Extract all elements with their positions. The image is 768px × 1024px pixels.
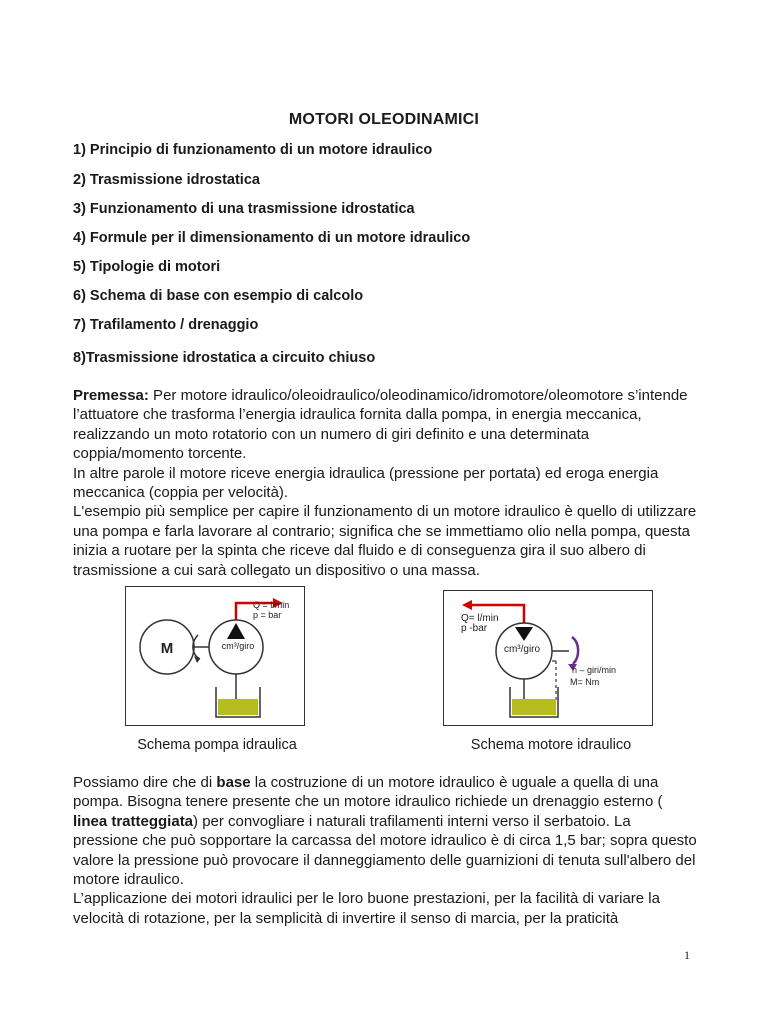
- toc-item: 4) Formule per il dimensionamento di un motore idraulico: [73, 230, 471, 246]
- toc-item: 7) Trafilamento / drenaggio: [73, 317, 259, 333]
- toc-item: 1) Principio di funzionamento di un motore idraulico: [73, 142, 433, 158]
- pressure-label: p = bar: [253, 610, 282, 620]
- motor-figure-caption: Schema motore idraulico: [470, 737, 632, 753]
- text-run: la costruzione di un motore idraulico è uguale a quella di una pompa. Bisogna tenere presente che un motore idraulico richiede un drenaggio esterno (: [73, 774, 663, 811]
- pump-displacement-label: cm³/giro: [221, 641, 255, 651]
- flow-label: Q = l/min: [253, 600, 290, 610]
- speed-label: n – giri/min: [572, 665, 617, 675]
- motor-schema-figure: [443, 590, 653, 726]
- page-title: MOTORI OLEODINAMICI: [288, 111, 480, 128]
- oil-tank-icon: [512, 699, 556, 715]
- page-number: 1: [684, 948, 690, 962]
- pump-figure-caption: Schema pompa idraulica: [137, 737, 297, 753]
- toc-item: 3) Funzionamento di una trasmissione idrostatica: [73, 201, 415, 217]
- pressure-label: p -bar: [461, 623, 488, 634]
- torque-label: M= Nm: [570, 677, 600, 687]
- premessa-paragraph: [73, 386, 697, 464]
- premessa-label: Premessa:: [73, 387, 149, 404]
- motor-label: M: [160, 640, 174, 657]
- paragraph: [73, 773, 697, 889]
- oil-tank-icon: [218, 699, 258, 715]
- text-run: ) per convogliare i naturali trafilamenti interni verso il serbatoio. La pressione che può sopportare la carcassa del motore idraulico è di circa 1,5 bar; sopra questo valore la pressione può provocare il danneggiamento delle guarnizioni di tenuta sull'albero del motore idraulico.: [73, 812, 697, 889]
- paragraph: L’applicazione dei motori idraulici per le loro buone prestazioni, per la facilità di variare la velocità di rotazione, per la semplicità di invertire il senso di marcia, per la praticità: [73, 890, 660, 927]
- paragraph: L'esempio più semplice per capire il funzionamento di un motore idraulico è quello di utilizzare una pompa e farla lavorare al contrario; significa che se immettiamo olio nella pompa, questa inizia a ruotare per la spinta che riceve dal fluido e di conseguenza gira il suo albero di trasmissione a cui sarà collegato un dispositivo o una massa.: [73, 503, 697, 579]
- bold-term: base: [216, 774, 251, 791]
- bold-term: linea tratteggiata: [73, 812, 194, 830]
- toc-item: 5) Tipologie di motori: [73, 259, 221, 275]
- premessa-section: [73, 386, 697, 580]
- pump-schema-figure: [125, 586, 305, 726]
- motor-schema-drawing: [444, 591, 652, 725]
- paragraph: In altre parole il motore riceve energia idraulica (pressione per portata) ed eroga energia meccanica (coppia per velocità).: [73, 464, 659, 502]
- toc-item: 6) Schema di base con esempio di calcolo: [73, 288, 364, 304]
- rotation-arrow-icon: [572, 637, 578, 664]
- motor-displacement-label: cm³/giro: [503, 644, 541, 655]
- body-section: [73, 773, 697, 928]
- toc-item: 2) Trasmissione idrostatica: [73, 172, 260, 188]
- text-run: Possiamo dire che di: [73, 774, 217, 791]
- toc-item: 8)Trasmissione idrostatica a circuito chiuso: [73, 350, 376, 366]
- premessa-text: Per motore idraulico/oleoidraulico/oleodinamico/idromotore/oleomotore s’intende l’attuatore che trasforma l’energia idraulica fornita dalla pompa, in energia meccanica, realizzando un moto rotatorio con un numero di giri definito e una determinata coppia/momento torcente.: [73, 387, 688, 463]
- pump-schema-drawing: [126, 587, 304, 725]
- flow-label: Q= l/min: [461, 613, 499, 624]
